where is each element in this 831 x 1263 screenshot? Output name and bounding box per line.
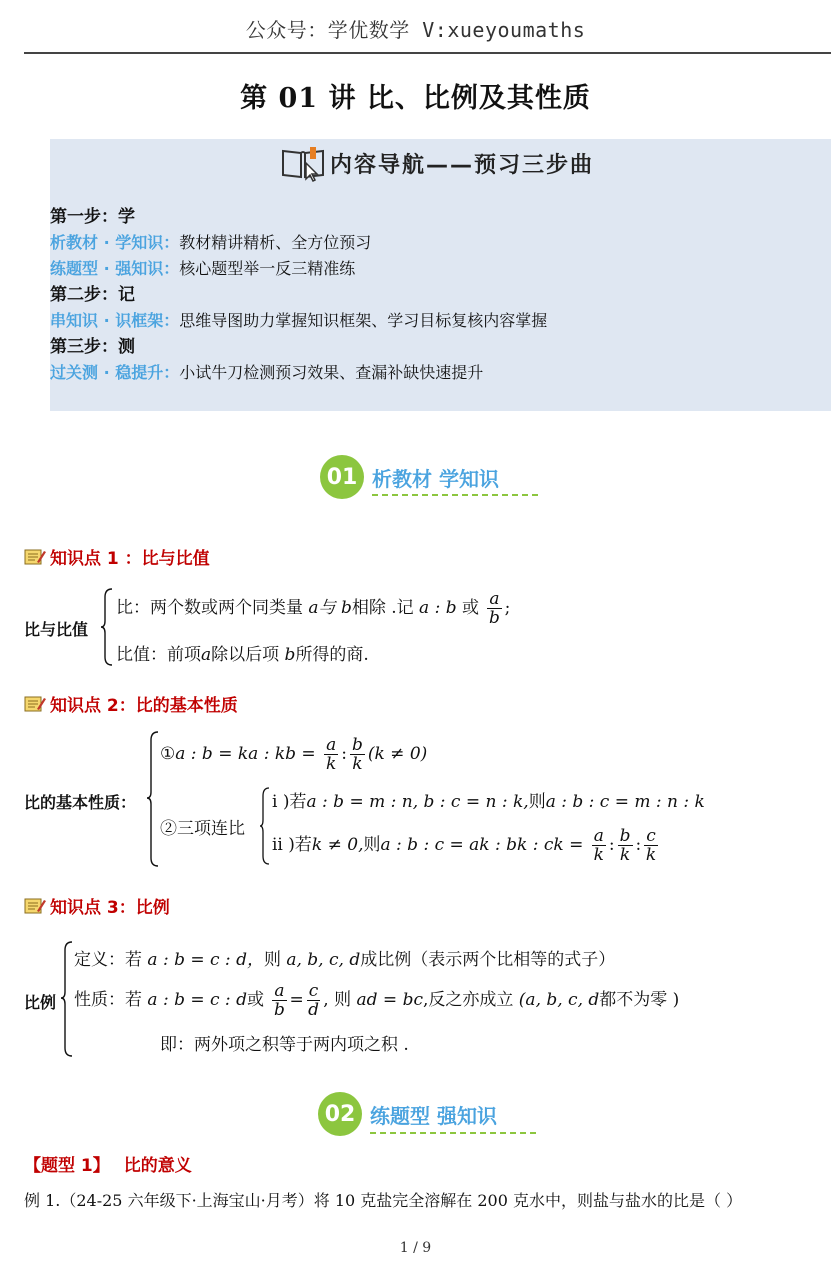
- text: ii )若: [272, 835, 312, 855]
- math-var: a与 b: [308, 598, 352, 618]
- kp3-property: [74, 982, 679, 1019]
- fraction: [272, 982, 286, 1019]
- text: =: [289, 990, 304, 1010]
- text: 比：两个数或两个同类量: [116, 598, 303, 618]
- notebook-pen-icon: [24, 695, 46, 713]
- step-item: [50, 256, 810, 282]
- fraction: [618, 827, 633, 864]
- fraction: [487, 590, 501, 627]
- text: 则: [528, 792, 546, 812]
- math-expr: (a, b, c, d: [518, 990, 600, 1010]
- step-item: [50, 230, 810, 256]
- kp1-label: 比与比值: [24, 620, 89, 639]
- text: 性质：若: [74, 990, 142, 1010]
- fraction: [324, 736, 338, 773]
- kp1-line1: [116, 590, 510, 627]
- section-label: 析教材 学知识: [372, 466, 499, 491]
- numerator: a: [489, 589, 500, 609]
- nav-header: [280, 142, 594, 184]
- numerator: c: [646, 826, 656, 846]
- denominator: d: [308, 1000, 319, 1020]
- notebook-pen-icon: [24, 548, 46, 566]
- lesson-title: 第 01 讲 比、比例及其性质: [240, 83, 591, 114]
- page-number: 1 / 9: [399, 1240, 432, 1256]
- text: ①: [160, 744, 176, 764]
- kp2-sub-1: [272, 787, 705, 812]
- step-2-title: 第二步：记: [50, 285, 135, 305]
- step-tag: 析教材 · 学知识：: [50, 233, 180, 252]
- fraction: [644, 827, 658, 864]
- open-book-icon: [280, 143, 326, 183]
- step-1-title: 第一步：学: [50, 207, 135, 227]
- math-expr: (k ≠ 0): [367, 744, 428, 764]
- page-header: 公众号：学优数学 V:xueyoumaths: [245, 18, 586, 42]
- step-item: [50, 360, 810, 386]
- text: 或: [462, 598, 480, 618]
- denominator: k: [645, 845, 657, 865]
- step-desc: 小试牛刀检测预习效果、查漏补缺快速提升: [179, 363, 484, 382]
- math-var: b: [284, 645, 296, 665]
- nav-steps: [50, 204, 810, 386]
- knowledge-point-1: [24, 544, 210, 569]
- question-type-tag: 【题型 1】: [24, 1156, 110, 1176]
- denominator: b: [489, 608, 500, 628]
- text: 都不为零 ): [599, 990, 680, 1010]
- nav-title: 内容导航——预习三步曲: [330, 152, 595, 178]
- numerator: b: [351, 735, 363, 755]
- denominator: b: [273, 1000, 285, 1020]
- kp3-label: 比例: [24, 993, 57, 1012]
- kp2-sub-2: [272, 827, 661, 864]
- text: 则: [263, 950, 281, 970]
- knowledge-point-3: [24, 893, 170, 918]
- left-brace: [100, 587, 114, 667]
- header-divider: [24, 52, 831, 54]
- step-desc: 教材精讲精析、全方位预习: [179, 233, 372, 252]
- notebook-pen-icon: [24, 897, 46, 915]
- math-expr: a : b = c : d，: [147, 950, 264, 970]
- example-1: 例 1.（24-25 六年级下·上海宝山·月考）将 10 克盐完全溶解在 200 克水中，则盐与盐水的比是（ ）: [24, 1191, 743, 1210]
- section-underline: [370, 1132, 536, 1134]
- denominator: k: [352, 754, 363, 774]
- fraction: [350, 736, 365, 773]
- knowledge-point-2: [24, 691, 238, 716]
- fraction: [592, 827, 606, 864]
- math-expr: a : b: [419, 598, 457, 618]
- kp2-property-2: ②三项连比: [160, 819, 245, 839]
- text: 则: [363, 835, 381, 855]
- fraction: [307, 982, 321, 1019]
- kp1-line2: [116, 640, 369, 665]
- kp2-property-1: [160, 736, 427, 773]
- step-tag: 练题型 · 强知识：: [50, 259, 180, 278]
- step-tag: 串知识 · 识框架：: [50, 311, 180, 330]
- kp3-property-line2: 即：两外项之积等于两内项之积 .: [160, 1035, 409, 1055]
- kp3-definition: [74, 945, 615, 970]
- step-3-title: 第三步：测: [50, 337, 135, 357]
- kp2-label: 比的基本性质：: [24, 793, 137, 812]
- text: 比值：前项: [116, 645, 201, 665]
- numerator: a: [593, 826, 604, 846]
- numerator: a: [326, 735, 337, 755]
- left-brace: [146, 730, 160, 868]
- math-expr: a : b = ka : kb =: [175, 744, 316, 764]
- step-desc: 核心题型举一反三精准练: [179, 259, 356, 278]
- math-expr: a : b : c = ak : bk : ck =: [380, 835, 584, 855]
- section-01-badge: [320, 455, 499, 499]
- kp-title: 知识点 2：比的基本性质: [50, 696, 238, 716]
- text: , 则: [323, 990, 352, 1010]
- text: :: [608, 835, 615, 855]
- section-label: 练题型 强知识: [370, 1103, 497, 1128]
- section-underline: [372, 494, 538, 496]
- section-number: 02: [318, 1092, 362, 1136]
- numerator: c: [308, 981, 319, 1001]
- text: 或: [246, 990, 264, 1010]
- text: ;: [504, 598, 511, 618]
- text: 相除 .记: [351, 598, 414, 618]
- math-expr: k ≠ 0,: [311, 835, 364, 855]
- math-expr: ad = bc: [356, 990, 423, 1010]
- text: 定义：若: [74, 950, 142, 970]
- left-brace: [259, 786, 271, 866]
- numerator: b: [619, 826, 631, 846]
- text: 除以后项: [211, 645, 280, 665]
- denominator: k: [325, 754, 337, 774]
- kp-title: 知识点 3：比例: [50, 898, 170, 918]
- math-expr: a : b : c = m : n : k: [545, 792, 705, 812]
- question-type: [24, 1151, 192, 1176]
- numerator: a: [274, 981, 285, 1001]
- denominator: k: [593, 845, 604, 865]
- text: 所得的商.: [295, 645, 369, 665]
- text: i )若: [272, 792, 307, 812]
- step-tag: 过关测 · 稳提升：: [50, 363, 180, 382]
- section-02-badge: [318, 1092, 497, 1136]
- text: ,反之亦成立: [422, 990, 514, 1010]
- section-number: 01: [320, 455, 364, 499]
- math-expr: a, b, c, d: [286, 950, 361, 970]
- kp-title: 知识点 1 ：比与比值: [50, 549, 210, 569]
- step-item: [50, 308, 810, 334]
- text: :: [341, 744, 347, 764]
- question-type-name: 比的意义: [123, 1156, 192, 1176]
- text: 成比例（表示两个比相等的式子）: [360, 950, 616, 970]
- math-expr: a : b = m : n, b : c = n : k,: [306, 792, 529, 812]
- math-expr: a : b = c : d: [147, 990, 247, 1010]
- denominator: k: [619, 845, 631, 865]
- step-desc: 思维导图助力掌握知识框架、学习目标复核内容掌握: [179, 311, 548, 330]
- left-brace: [60, 940, 74, 1058]
- text: :: [635, 835, 642, 855]
- math-var: a: [201, 645, 212, 665]
